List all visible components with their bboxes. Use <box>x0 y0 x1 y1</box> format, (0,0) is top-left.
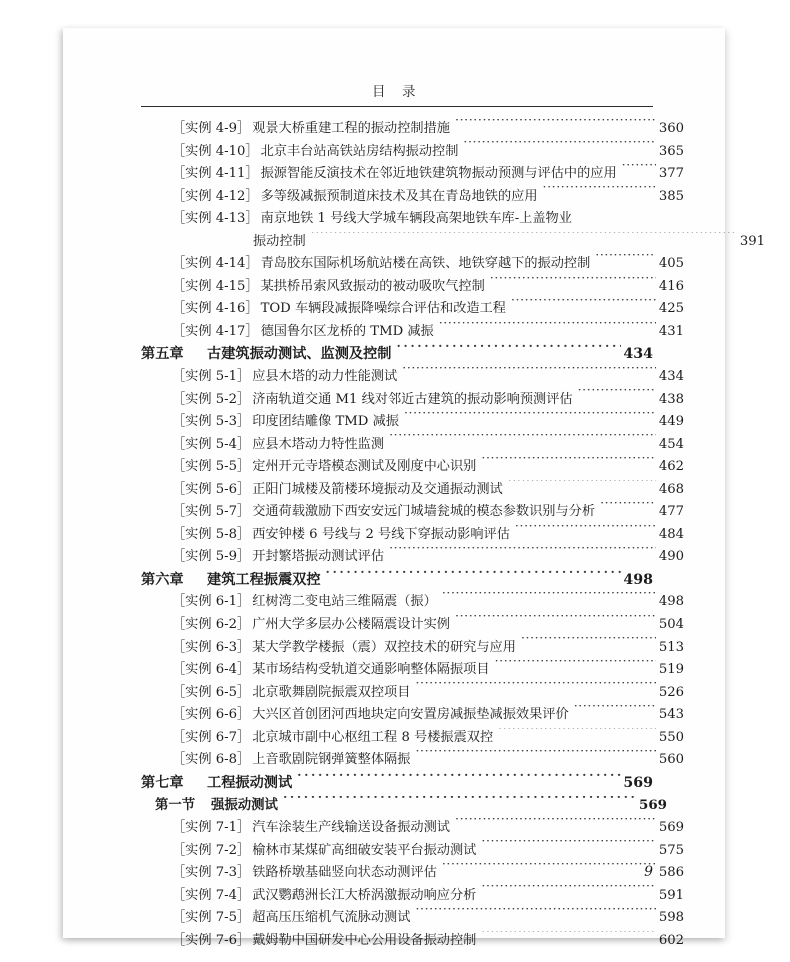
toc-entry-tag-text: 第六章 <box>141 571 184 588</box>
toc-entry-tag <box>172 817 252 840</box>
toc-entry-title: TOD 车辆段减振降噪综合评估和改造工程 <box>260 301 506 317</box>
toc-entry-tag-text: ［实例 4-11］ <box>172 166 259 182</box>
toc-entry-tag-text: ［实例 6-2］ <box>172 617 251 633</box>
toc-row[interactable] <box>141 456 684 479</box>
toc-leader-dots <box>297 773 621 787</box>
toc-leader-dots <box>498 728 656 741</box>
running-head <box>63 80 725 100</box>
toc-leader-dots <box>389 547 656 560</box>
toc-entry-tag-text: ［实例 5-4］ <box>172 436 251 452</box>
toc-leader-dots <box>404 412 656 425</box>
toc-leader-dots <box>481 931 656 944</box>
toc-entry-page-number: 462 <box>658 459 684 475</box>
toc-entry-tag <box>172 840 252 863</box>
toc-entry-title: 铁路桥墩基础竖向状态动测评估 <box>252 865 437 881</box>
toc-entry-tag-text: ［实例 4-16］ <box>172 301 259 317</box>
toc-leader-dots <box>481 885 656 898</box>
toc-entry-tag <box>172 591 252 614</box>
toc-row[interactable] <box>141 321 684 344</box>
running-head-text: 目 录 <box>372 84 416 100</box>
toc-entry-page-number: 575 <box>658 842 684 858</box>
toc-leader-dots <box>311 232 737 245</box>
toc-entry-tag-text: ［实例 5-6］ <box>172 481 251 497</box>
toc-row[interactable] <box>141 366 684 389</box>
toc-row[interactable] <box>141 614 684 637</box>
toc-leader-dots <box>543 186 656 199</box>
toc-entry-page-number: 468 <box>658 481 684 497</box>
toc-entry-tag <box>172 366 252 389</box>
toc-entry-tag-text: ［实例 7-5］ <box>172 910 251 926</box>
toc-leader-dots <box>442 592 656 605</box>
toc-entry-tag <box>172 637 252 660</box>
toc-entry-tag <box>172 411 252 434</box>
toc-entry-tag-text: ［实例 4-10］ <box>172 143 259 159</box>
toc-leader-dots <box>415 908 656 921</box>
toc-entry-tag <box>141 343 207 366</box>
toc-entry-title: 交通荷载激励下西安安远门城墙瓮城的模态参数识别与分析 <box>252 504 596 520</box>
toc-row[interactable] <box>141 817 684 840</box>
toc-row[interactable] <box>141 682 684 705</box>
toc-entry-tag-text: 第五章 <box>141 346 184 363</box>
toc-row[interactable] <box>141 186 684 209</box>
toc-entry-tag-text: ［实例 5-7］ <box>172 504 251 520</box>
toc-entry-title: 振源智能反演技术在邻近地铁建筑物振动预测与评估中的应用 <box>260 166 617 182</box>
toc-row[interactable] <box>141 501 684 524</box>
toc-entry-tag-text: ［实例 6-6］ <box>172 707 251 723</box>
toc-leader-dots <box>283 796 637 809</box>
toc-entry-title: 南京地铁 1 号线大学城车辆段高架地铁车库-上盖物业 <box>260 211 572 227</box>
toc-row[interactable] <box>141 524 684 547</box>
header-rule <box>141 106 653 107</box>
toc-leader-dots <box>508 480 656 493</box>
toc-entry-tag-text: ［实例 4-9］ <box>172 121 251 136</box>
toc-row[interactable] <box>141 659 684 682</box>
toc-entry-tag <box>172 614 252 637</box>
toc-entry-tag <box>172 907 252 930</box>
toc-entry-tag <box>172 253 261 276</box>
toc-entry-tag-text: ［实例 4-15］ <box>172 278 259 294</box>
toc-entry-title: 青岛胶东国际机场航站楼在高铁、地铁穿越下的振动控制 <box>260 256 591 272</box>
toc-entry-tag <box>172 163 261 186</box>
toc-entry-tag-text: ［实例 7-3］ <box>172 865 251 881</box>
toc-leader-dots <box>415 750 656 763</box>
toc-row[interactable] <box>141 772 653 795</box>
toc-entry-page-number: 405 <box>658 256 684 272</box>
toc-entry-title: 北京丰台站高铁站房结构振动控制 <box>260 143 459 159</box>
toc-entry-title: 大兴区首创团河西地块定向安置房减振垫减振效果评价 <box>252 707 569 723</box>
toc-entry-page-number: 438 <box>658 391 684 407</box>
toc-entry-title: 某市场结构受轨道交通影响整体隔振项目 <box>252 662 490 678</box>
toc-row[interactable] <box>141 479 684 502</box>
toc-entry-tag <box>172 885 252 908</box>
toc-leader-dots <box>578 389 656 402</box>
toc-leader-dots <box>396 344 621 358</box>
toc-entry-tag-text: ［实例 4-14］ <box>172 256 259 272</box>
toc-entry-title: 超高压压缩机气流脉动测试 <box>252 910 411 926</box>
toc-entry-page-number: 526 <box>658 684 684 700</box>
toc-entry-tag-text: ［实例 7-4］ <box>172 887 251 903</box>
toc-row[interactable] <box>141 704 684 727</box>
toc-leader-dots <box>495 660 656 673</box>
toc-row[interactable] <box>141 141 684 164</box>
toc-entry-title: 古建筑振动测试、监测及控制 <box>207 346 392 363</box>
toc-entry-tag-text: ［实例 6-3］ <box>172 639 251 655</box>
toc-entry-page-number: 391 <box>739 233 765 249</box>
toc-entry-title: 济南轨道交通 M1 线对邻近古建筑的振动影响预测评估 <box>252 391 573 407</box>
toc-entry-tag <box>172 298 261 321</box>
toc-entry-title: 印度团结雕像 TMD 减振 <box>252 414 399 430</box>
toc-row[interactable] <box>141 862 684 885</box>
toc-entry-page-number: 434 <box>623 346 653 363</box>
toc-entry-title: 武汉鹦鹉洲长江大桥涡激振动响应分析 <box>252 887 477 903</box>
toc-entry-tag-text: 第七章 <box>141 774 184 791</box>
toc-entry-title: 红树湾二变电站三维隔震（振） <box>252 594 437 610</box>
page-folio: 9 <box>644 864 653 880</box>
toc-entry-tag <box>172 501 252 524</box>
toc-entry-tag-text: ［实例 6-5］ <box>172 684 251 700</box>
toc-entry-title: 观景大桥重建工程的振动控制措施 <box>252 121 450 136</box>
toc-row[interactable] <box>141 749 684 772</box>
toc-entry-tag-text: ［实例 7-1］ <box>172 819 251 835</box>
toc-row[interactable] <box>141 389 684 412</box>
toc-entry-title: 上音歌剧院钢弹簧整体隔振 <box>252 752 411 768</box>
toc-entry-page-number: 425 <box>658 301 684 317</box>
toc-row[interactable] <box>141 840 684 863</box>
toc-entry-tag-text: ［实例 7-2］ <box>172 842 251 858</box>
toc-entry-tag <box>172 862 252 885</box>
toc-entry-tag <box>172 704 252 727</box>
toc-entry-tag <box>172 524 252 547</box>
toc-entry-tag <box>172 479 252 502</box>
toc-entry-page-number: 431 <box>658 323 684 339</box>
toc-entry-tag-text: ［实例 4-12］ <box>172 188 259 204</box>
toc-entry-tag-text: ［实例 6-8］ <box>172 752 251 768</box>
toc-row[interactable] <box>141 591 684 614</box>
toc-entry-tag-text: ［实例 5-3］ <box>172 414 251 430</box>
toc-entry-tag-text: ［实例 5-8］ <box>172 526 251 542</box>
toc-entry-title: 德国鲁尔区龙桥的 TMD 减振 <box>260 323 434 339</box>
toc-entry-page-number: 519 <box>658 662 684 678</box>
toc-entry-page-number: 490 <box>658 549 684 565</box>
toc-entry-tag-text: ［实例 5-1］ <box>172 369 251 385</box>
toc-leader-dots <box>521 637 656 650</box>
toc-row[interactable] <box>141 637 684 660</box>
toc-entry-page-number: 569 <box>658 819 684 835</box>
toc-entry-tag-text: ［实例 4-13］ <box>172 211 259 227</box>
toc-entry-title: 强振动测试 <box>211 797 278 814</box>
toc-entry-tag <box>172 727 252 750</box>
toc-entry-page-number: 598 <box>658 910 684 926</box>
toc-entry-title: 某拱桥吊索风致振动的被动吸吹气控制 <box>260 278 485 294</box>
toc-entry-page-number: 586 <box>658 865 684 881</box>
toc-entry-tag <box>172 930 252 953</box>
toc-leader-dots <box>622 164 656 177</box>
toc-leader-dots <box>402 367 656 380</box>
toc-entry-page-number: 543 <box>658 707 684 723</box>
toc-entry-tag <box>172 749 252 772</box>
toc-entry-title: 北京歌舞剧院振震双控项目 <box>252 684 411 700</box>
toc-leader-dots <box>463 141 656 154</box>
toc-leader-dots <box>481 840 656 853</box>
book-page-sheet <box>63 28 765 948</box>
toc-entry-tag-text: ［实例 6-7］ <box>172 729 251 745</box>
toc-leader-dots <box>442 863 656 876</box>
toc-entry-page-number: 504 <box>658 617 684 633</box>
toc-entry-title: 正阳门城楼及箭楼环境振动及交通振动测试 <box>252 481 503 497</box>
toc-entry-page-number: 385 <box>658 188 684 204</box>
toc-entry-title: 汽车涂装生产线输送设备振动测试 <box>252 819 450 835</box>
toc-entry-title: 西安钟楼 6 号线与 2 号线下穿振动影响评估 <box>252 526 510 542</box>
toc-entry-page-number: 484 <box>658 526 684 542</box>
toc-entry-page-number: 560 <box>658 752 684 768</box>
toc-entry-tag-text: ［实例 5-5］ <box>172 459 251 475</box>
toc-entry-title: 开封繁塔振动测试评估 <box>252 549 385 565</box>
toc-leader-dots <box>511 299 656 312</box>
toc-row[interactable] <box>141 411 684 434</box>
toc-entry-tag-text: ［实例 7-6］ <box>172 932 251 948</box>
toc-entry-page-number: 477 <box>658 504 684 520</box>
toc-row[interactable] <box>141 727 684 750</box>
toc-entry-tag <box>172 276 261 299</box>
toc-entry-page-number: 513 <box>658 639 684 655</box>
toc-entry-title: 定州开元寺塔模态测试及刚度中心识别 <box>252 459 477 475</box>
toc-entry-page-number: 591 <box>658 887 684 903</box>
toc-row[interactable] <box>141 231 765 254</box>
toc-row[interactable] <box>141 546 684 569</box>
toc-entry-title: 北京城市副中心枢纽工程 8 号楼振震双控 <box>252 729 494 745</box>
toc-entry-title: 振动控制 <box>253 233 306 249</box>
toc-leader-dots <box>455 119 656 132</box>
toc-entry-title: 榆林市某煤矿高细破安装平台振动测试 <box>252 842 477 858</box>
toc-entry-tag-text: 第一节 <box>155 797 196 814</box>
toc-entry-tag <box>172 118 252 141</box>
toc-row[interactable] <box>141 885 684 908</box>
toc-row[interactable] <box>141 163 684 186</box>
toc-entry-tag <box>172 186 261 209</box>
toc-entry-page-number: 550 <box>658 729 684 745</box>
toc-leader-dots <box>515 525 656 538</box>
toc-entry-tag-text: ［实例 4-17］ <box>172 323 259 339</box>
toc-row[interactable] <box>141 930 684 953</box>
toc-entry-tag-text: ［实例 5-2］ <box>172 391 251 407</box>
toc-entry-tag <box>172 546 252 569</box>
toc-entry-title: 某大学教学楼振（震）双控技术的研究与应用 <box>252 639 516 655</box>
toc-entry-page-number: 416 <box>658 278 684 294</box>
toc-entry-page-number: 498 <box>623 571 653 588</box>
toc-entry-tag-text: ［实例 6-4］ <box>172 662 251 678</box>
toc-entry-tag <box>155 794 211 817</box>
toc-entry-title: 戴姆勒中国研发中心公用设备振动控制 <box>252 932 477 948</box>
toc-leader-dots <box>481 457 656 470</box>
toc-entry-page-number: 569 <box>623 774 653 791</box>
toc-entry-tag <box>172 456 252 479</box>
toc-leader-dots <box>595 254 656 267</box>
toc-leader-dots <box>326 570 622 584</box>
toc-entry-page-number: 377 <box>658 166 684 182</box>
toc-entry-page-number: 498 <box>658 594 684 610</box>
toc-entry-title: 应县木塔动力特性监测 <box>252 436 385 452</box>
toc-entry-tag <box>172 208 261 231</box>
toc-entry-title: 广州大学多层办公楼隔震设计实例 <box>252 617 450 633</box>
toc-entry-page-number: 602 <box>658 932 684 948</box>
toc-entry-tag <box>172 659 252 682</box>
toc-entry-tag-text: ［实例 5-9］ <box>172 549 251 565</box>
toc-row[interactable] <box>141 276 684 299</box>
toc-leader-dots <box>455 615 656 628</box>
toc-row[interactable] <box>141 118 684 141</box>
toc-entry-title: 应县木塔的动力性能测试 <box>252 369 398 385</box>
toc-entry-tag <box>141 569 207 592</box>
toc-row[interactable] <box>141 907 684 930</box>
toc-entry-page-number: 449 <box>658 414 684 430</box>
toc-entry-tag <box>172 321 261 344</box>
toc-leader-dots <box>490 277 656 290</box>
toc-row[interactable] <box>141 343 653 366</box>
toc-entry-tag <box>172 682 252 705</box>
toc-entry-title: 多等级减振预制道床技术及其在青岛地铁的应用 <box>260 188 538 204</box>
toc-entry-title: 工程振动测试 <box>207 774 293 791</box>
toc-entry-tag <box>172 434 252 457</box>
toc-entry-page-number: 434 <box>658 369 684 385</box>
toc-entry-tag <box>141 772 207 795</box>
toc-leader-dots <box>600 502 656 515</box>
toc-leader-dots <box>415 682 656 695</box>
table-of-contents <box>141 118 765 952</box>
toc-row[interactable] <box>141 794 667 817</box>
toc-entry-tag <box>172 389 252 412</box>
toc-entry-tag-text: ［实例 6-1］ <box>172 594 251 610</box>
toc-entry-page-number: 454 <box>658 436 684 452</box>
toc-entry-tag <box>172 141 261 164</box>
toc-entry-page-number: 360 <box>658 121 684 136</box>
toc-entry-page-number: 365 <box>658 143 684 159</box>
toc-leader-dots <box>455 818 656 831</box>
toc-row[interactable] <box>141 298 684 321</box>
toc-row[interactable] <box>141 569 653 592</box>
toc-row[interactable] <box>141 253 684 276</box>
toc-row[interactable] <box>141 208 684 231</box>
toc-entry-page-number: 569 <box>639 797 667 814</box>
toc-leader-dots <box>439 322 656 335</box>
toc-row[interactable] <box>141 434 684 457</box>
toc-leader-dots <box>389 434 656 447</box>
toc-entry-title: 建筑工程振震双控 <box>207 571 321 588</box>
toc-leader-dots <box>574 705 656 718</box>
